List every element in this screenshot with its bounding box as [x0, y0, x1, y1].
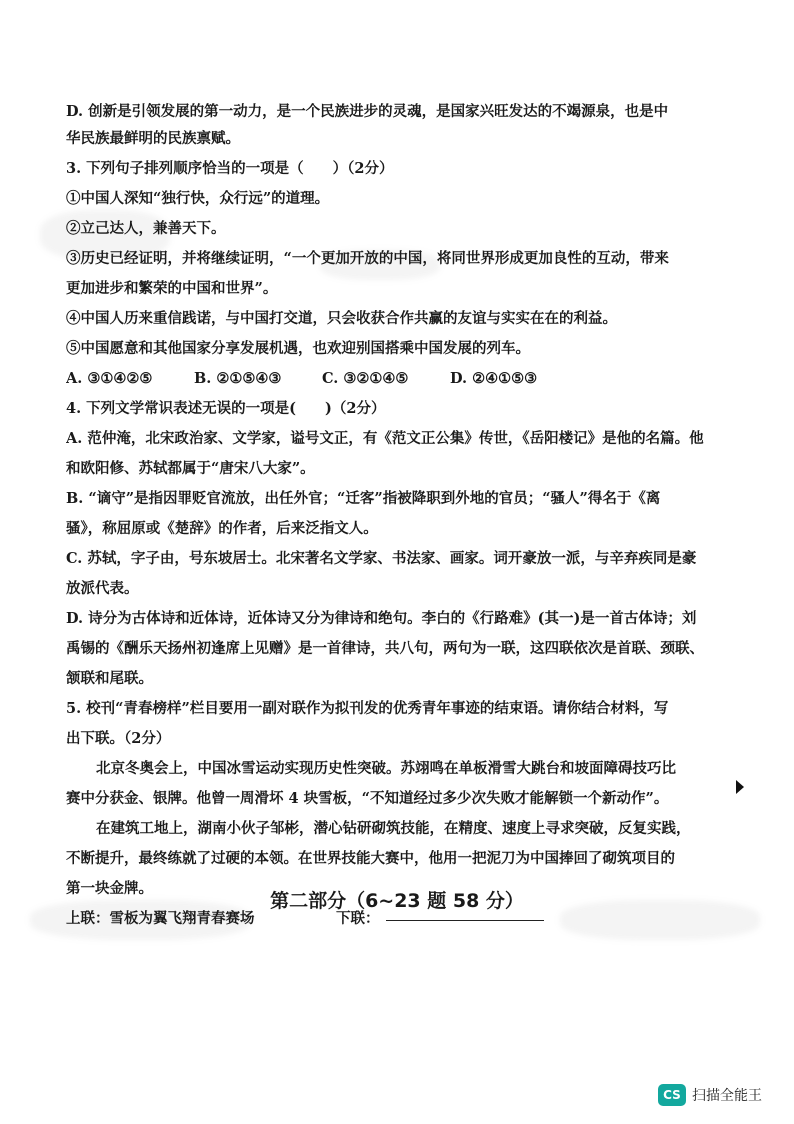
q4-option-b-line-2: 骚》，称屈原或《楚辞》的作者，后来泛指文人。: [66, 520, 378, 537]
option-c[interactable]: C. ③②①④⑤: [322, 370, 409, 387]
q4-option-d-line-1: D. 诗分为古体诗和近体诗，近体诗又分为律诗和绝句。李白的《行路难》(其一)是一首古体诗；刘: [66, 610, 697, 627]
option-d-line-2: 华民族最鲜明的民族禀赋。: [66, 130, 240, 147]
sentence-5: ⑤中国愿意和其他国家分享发展机遇，也欢迎别国搭乘中国发展的列车。: [66, 340, 530, 357]
question-4-stem: 4. 下列文学常识表述无误的一项是( )（2分）: [66, 400, 386, 417]
q4-option-c-line-2: 放派代表。: [66, 580, 139, 597]
question-5-stem-line-1: 5. 校刊“青春榜样”栏目要用一副对联作为拟刊发的优秀青年事迹的结束语。请你结合材料，写: [66, 700, 669, 717]
question-content: [66, 100, 732, 934]
question-3-stem: 3. 下列句子排列顺序恰当的一项是（ ）（2分）: [66, 160, 394, 177]
sentence-1: ①中国人深知“独行快，众行远”的道理。: [66, 190, 330, 207]
sentence-4: ④中国人历来重信践诺，与中国打交道，只会收获合作共赢的友谊与实实在在的利益。: [66, 310, 617, 327]
q4-option-b-line-1: B. “谪守”是指因罪贬官流放，出任外官；“迁客”指被降职到外地的官员；“骚人”得名于《离: [66, 490, 661, 507]
option-d[interactable]: D. ②④①⑤③: [450, 370, 538, 387]
section-title: 第二部分（6~23 题 58 分）: [270, 890, 524, 912]
q4-option-a-line-2: 和欧阳修、苏轼都属于“唐宋八大家”。: [66, 460, 315, 477]
question-5-stem-line-2: 出下联。（2分）: [66, 730, 171, 747]
scanner-name: 扫描全能王: [692, 1088, 762, 1104]
sentence-3-line-1: ③历史已经证明，并将继续证明，“一个更加开放的中国，将同世界形成更加良性的互动，带来: [66, 250, 669, 267]
q4-option-c-line-1: C. 苏轼，字子由，号东坡居士。北宋著名文学家、书法家、画家。词开豪放一派，与辛弃疾同是豪: [66, 550, 697, 567]
scanner-watermark: [658, 1084, 762, 1106]
material-para-2-line-2: 不断提升，最终练就了过硬的本领。在世界技能大赛中，他用一把泥刀为中国捧回了砌筑项目的: [66, 850, 675, 867]
material-para-2-line-1: 在建筑工地上，湖南小伙子邹彬，潜心钻研砌筑技能，在精度、速度上寻求突破，反复实践，: [96, 820, 691, 837]
option-a[interactable]: A. ③①④②⑤: [66, 370, 153, 387]
page-edge-mark: [736, 780, 744, 794]
sentence-2: ②立己达人，兼善天下。: [66, 220, 226, 237]
material-para-1-line-2: 赛中分获金、银牌。他曾一周滑坏 4 块雪板，“不知道经过多少次失败才能解锁一个新动作”。: [66, 790, 669, 807]
material-para-2-line-3: 第一块金牌。: [66, 880, 153, 897]
camscanner-logo-icon: CS: [658, 1084, 686, 1106]
option-b[interactable]: B. ②①⑤④③: [194, 370, 282, 387]
q4-option-a-line-1: A. 范仲淹，北宋政治家、文学家，谥号文正，有《范文正公集》传世，《岳阳楼记》是他的名篇。他: [66, 430, 704, 447]
material-para-1-line-1: 北京冬奥会上，中国冰雪运动实现历史性突破。苏翊鸣在单板滑雪大跳台和坡面障碍技巧比: [96, 760, 676, 777]
question-3-options: [66, 364, 732, 394]
option-d-line-1: D. 创新是引领发展的第一动力，是一个民族进步的灵魂，是国家兴旺发达的不竭源泉，也是中: [66, 103, 669, 120]
q4-option-d-line-3: 颔联和尾联。: [66, 670, 153, 687]
q4-option-d-line-2: 禹锡的《酬乐天扬州初逢席上见赠》是一首律诗，共八句，两句为一联，这四联依次是首联、颈联、: [66, 640, 704, 657]
upper-couplet: 上联：雪板为翼飞翔青春赛场: [66, 910, 255, 927]
sentence-3-line-2: 更加进步和繁荣的中国和世界”。: [66, 280, 278, 297]
lower-couplet-label: 下联：: [336, 910, 380, 927]
